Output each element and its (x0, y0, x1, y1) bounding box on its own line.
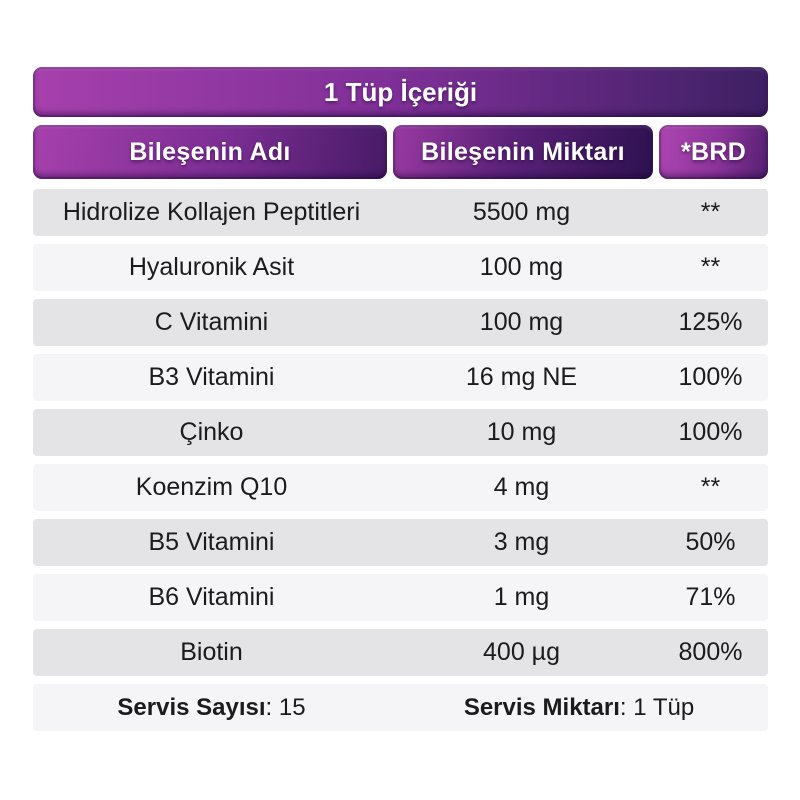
serving-size (390, 684, 768, 731)
ingredient-brd: 800% (678, 638, 743, 666)
ingredient-brd: 100% (678, 418, 743, 446)
ingredient-amount: 100 mg (479, 308, 564, 336)
ingredient-brd: 50% (685, 528, 736, 556)
table-row (33, 409, 768, 456)
ingredient-name: Biotin (180, 638, 243, 666)
ingredient-amount: 100 mg (479, 253, 564, 281)
table-row (33, 519, 768, 566)
column-header-brd: *BRD (659, 125, 768, 179)
table-row (33, 629, 768, 676)
ingredient-name: Koenzim Q10 (135, 473, 288, 501)
table-row (33, 189, 768, 236)
ingredient-amount: 1 mg (493, 583, 550, 611)
ingredient-brd: ** (700, 473, 721, 501)
ingredient-brd: 125% (678, 308, 743, 336)
ingredient-amount: 16 mg NE (465, 363, 578, 391)
ingredient-brd: ** (700, 253, 721, 281)
ingredient-brd: 71% (685, 583, 736, 611)
table-row (33, 299, 768, 346)
ingredient-amount: 5500 mg (472, 198, 571, 226)
table-row (33, 574, 768, 621)
ingredient-brd: 100% (678, 363, 743, 391)
ingredient-name: Hidrolize Kollajen Peptitleri (62, 198, 361, 226)
table-row (33, 244, 768, 291)
servings-count (33, 684, 390, 731)
ingredient-brd: ** (700, 198, 721, 226)
ingredient-name: B3 Vitamini (148, 363, 275, 391)
ingredient-amount: 3 mg (493, 528, 550, 556)
table-header-row (33, 125, 768, 179)
servings-count-value: : 15 (265, 693, 306, 721)
ingredient-name: B6 Vitamini (148, 583, 275, 611)
table-row (33, 354, 768, 401)
ingredient-name: B5 Vitamini (148, 528, 275, 556)
ingredient-name: Hyaluronik Asit (128, 253, 295, 281)
ingredient-amount: 10 mg (486, 418, 557, 446)
servings-count-label: Servis Sayısı (117, 693, 266, 721)
ingredient-amount: 4 mg (493, 473, 550, 501)
panel-title: 1 Tüp İçeriği (323, 76, 478, 107)
title-bar (33, 67, 768, 117)
ingredient-amount: 400 µg (483, 638, 560, 666)
serving-size-label: Servis Miktarı (463, 693, 620, 721)
ingredient-name: Çinko (179, 418, 244, 446)
table-row (33, 464, 768, 511)
serving-info-row (33, 684, 768, 731)
column-header-ingredient-amount: Bileşenin Miktarı (393, 125, 653, 179)
supplement-facts-panel (33, 67, 768, 731)
table-body (33, 189, 768, 676)
serving-size-value: : 1 Tüp (619, 693, 695, 721)
column-header-ingredient-name: Bileşenin Adı (33, 125, 387, 179)
ingredient-name: C Vitamini (154, 308, 269, 336)
